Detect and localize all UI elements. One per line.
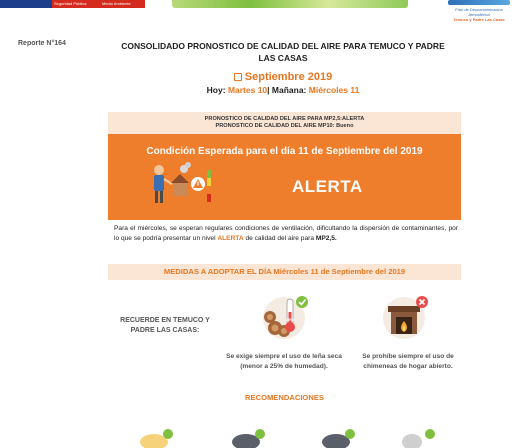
today-value: Martes 10 [227, 85, 268, 95]
days-row [118, 85, 448, 95]
fireplace-caption: Se prohíbe siempre el uso de chimeneas de hogar abierto. [362, 353, 454, 370]
alert-level: ALERTA [292, 177, 363, 196]
description-highlight: ALERTA [217, 234, 244, 242]
government-logo [0, 0, 150, 8]
tomorrow-value: Miércoles 11 [308, 85, 360, 95]
check-icon [296, 296, 308, 308]
month-label: Septiembre 2019 [244, 71, 333, 83]
logo-line-2: Temuco y Padre Las Casas [453, 17, 505, 22]
humidity-badge: 25% [285, 317, 295, 322]
recommendation-icon-2 [226, 428, 266, 448]
description-pollutant: MP2,5. [315, 234, 337, 242]
condition-heading: Condición Esperada para el día 11 de Septiembre del 2019 [146, 146, 423, 157]
house-icon [173, 182, 187, 196]
month-heading [118, 71, 448, 83]
forecast-summary [108, 112, 461, 134]
description-part2: de calidad del aire para [243, 234, 316, 242]
logo-label-seguridad: Seguridad Pública [52, 0, 100, 8]
tomorrow-label: | Mañana: [267, 85, 307, 95]
report-number: Reporte N°164 [18, 40, 66, 47]
page-title: CONSOLIDADO PRONOSTICO DE CALIDAD DEL AIRE PARA TEMUCO Y PADRE LAS CASAS [121, 41, 445, 63]
person-head [154, 165, 164, 175]
header-banner-image [172, 0, 408, 8]
description-part1: Para el miércoles, se esperan regulares condiciones de ventilación, dificultando la dispersión de contaminantes, por lo que se podría presentar un nivel [114, 225, 458, 242]
measures-heading: MEDIDAS A ADOPTAR EL DÍA Miércoles 11 de Septiembre del 2019 [108, 264, 461, 280]
recommendation-icon-3 [316, 428, 356, 448]
forecast-mp10: PRONOSTICO DE CALIDAD DEL AIRE MP10: Bueno [215, 123, 354, 129]
remember-text: RECUERDE EN TEMUCO Y PADRE LAS CASAS: [120, 317, 210, 334]
firewood-humidity-icon [258, 294, 310, 340]
person-body [154, 175, 164, 191]
calendar-icon [234, 73, 242, 81]
logo-bar [448, 0, 510, 5]
open-fireplace-icon [378, 294, 430, 340]
logo-label-medio-ambiente: Medio Ambiente [100, 0, 145, 8]
gobierno-chile-logo [0, 0, 52, 8]
recommendation-icon-4 [396, 428, 436, 448]
recommendation-icon-1 [134, 428, 174, 448]
plan-descontaminacion-logo [448, 0, 510, 26]
today-label: Hoy: [206, 85, 226, 95]
firewood-caption: Se exige siempre el uso de leña seca (menor a 25% de humedad). [226, 353, 342, 370]
forecast-description [114, 224, 458, 243]
recommendations-heading: RECOMENDACIONES [245, 393, 324, 402]
forecast-mp25: PRONOSTICO DE CALIDAD DEL AIRE PARA MP2,5:ALERTA [204, 116, 365, 122]
logo-line-1: Plan de Descontaminación Atmosférica [455, 7, 503, 17]
alert-illustration-icon [146, 160, 216, 208]
